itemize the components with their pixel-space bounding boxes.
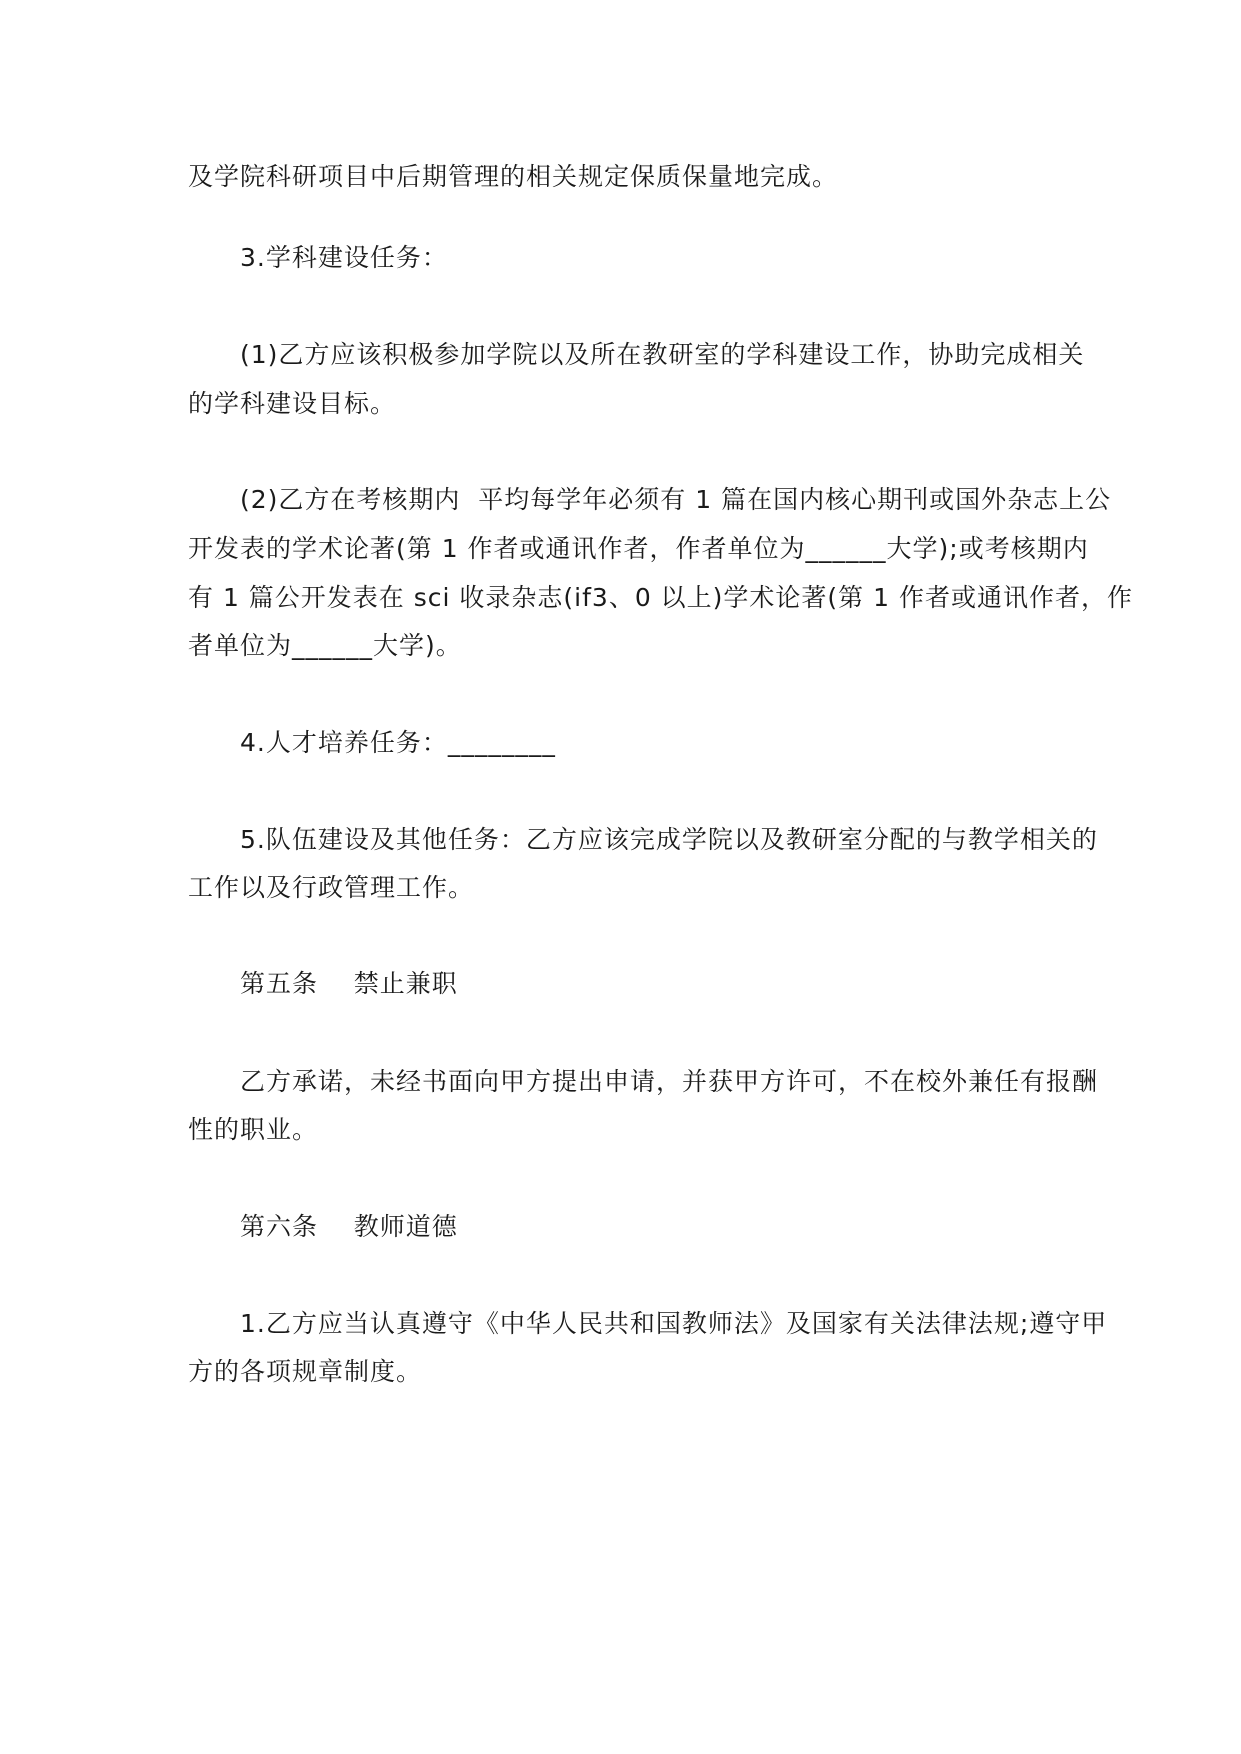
section-heading: 3.学科建设任务： <box>240 243 448 272</box>
paragraph-line: 及学院科研项目中后期管理的相关规定保质保量地完成。 <box>188 162 839 191</box>
paragraph-line: 性的职业。 <box>188 1115 319 1144</box>
paragraph-line: 开发表的学术论著(第 1 作者或通讯作者，作者单位为______大学);或考核期内 <box>188 534 1089 563</box>
article-heading: 第六条 教师道德 <box>240 1212 458 1241</box>
paragraph-line: 工作以及行政管理工作。 <box>188 873 475 902</box>
section-heading: 4.人才培养任务：________ <box>240 728 556 757</box>
paragraph-line: 乙方承诺，未经书面向甲方提出申请，并获甲方许可，不在校外兼任有报酬 <box>240 1067 1099 1096</box>
article-heading: 第五条 禁止兼职 <box>240 969 458 998</box>
paragraph-line: 者单位为______大学)。 <box>188 631 462 660</box>
paragraph-line: 5.队伍建设及其他任务：乙方应该完成学院以及教研室分配的与教学相关的 <box>240 825 1098 854</box>
paragraph-line: (2)乙方在考核期内 平均每学年必须有 1 篇在国内核心期刊或国外杂志上公 <box>240 485 1112 514</box>
paragraph-line: (1)乙方应该积极参加学院以及所在教研室的学科建设工作，协助完成相关 <box>240 340 1085 369</box>
paragraph-line: 方的各项规章制度。 <box>188 1357 423 1386</box>
paragraph-line: 1.乙方应当认真遵守《中华人民共和国教师法》及国家有关法律法规;遵守甲 <box>240 1309 1108 1338</box>
paragraph-line: 的学科建设目标。 <box>188 389 397 418</box>
paragraph-line: 有 1 篇公开发表在 sci 收录杂志(if3、0 以上)学术论著(第 1 作者或通讯作者，作 <box>188 583 1133 612</box>
